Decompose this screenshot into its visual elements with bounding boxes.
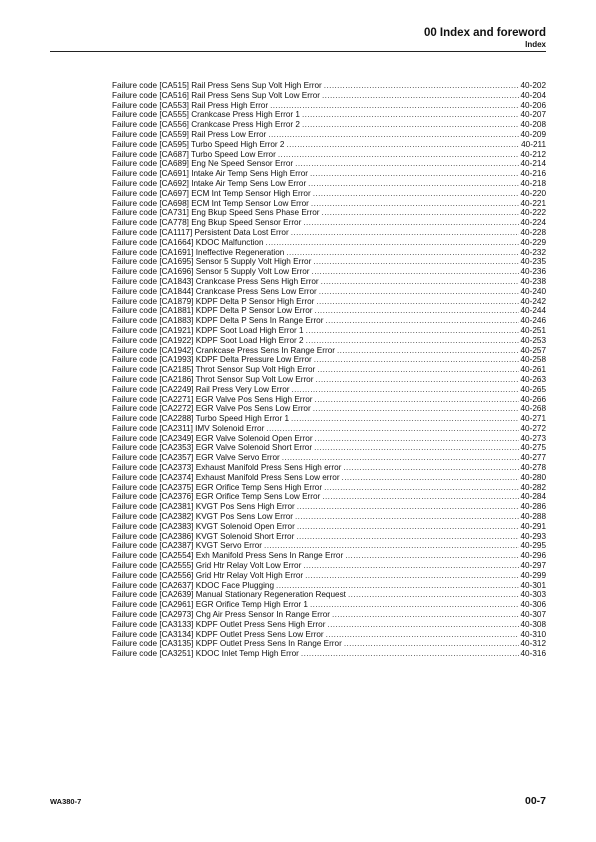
index-entry-page: 40-306	[520, 600, 546, 610]
dot-leader	[310, 169, 519, 179]
index-entry-label: Failure code [CA2353] EGR Valve Solenoid Short Error	[112, 443, 313, 453]
dot-leader	[306, 336, 519, 346]
dot-leader	[324, 483, 518, 493]
dot-leader	[303, 218, 518, 228]
index-entry-page: 40-316	[520, 649, 546, 659]
index-entry[interactable]	[112, 404, 546, 414]
index-entry-page: 40-224	[520, 218, 546, 228]
index-entry[interactable]	[112, 561, 546, 571]
index-entry[interactable]	[112, 199, 546, 209]
dot-leader	[313, 257, 518, 267]
index-entry[interactable]	[112, 541, 546, 551]
index-entry-page: 40-228	[520, 227, 546, 237]
index-entry-label: Failure code [CA689] Eng Ne Speed Sensor Error	[112, 159, 294, 169]
dot-leader	[291, 414, 518, 424]
index-entry[interactable]	[112, 639, 546, 649]
index-entry[interactable]	[112, 101, 546, 111]
index-entry-label: Failure code [CA2357] EGR Valve Servo Error	[112, 453, 280, 463]
dot-leader	[315, 395, 519, 405]
dot-leader	[286, 248, 518, 258]
dot-leader	[264, 541, 518, 551]
index-entry-label: Failure code [CA731] Eng Bkup Speed Sens Phase Error	[112, 208, 320, 218]
index-entry[interactable]	[112, 571, 546, 581]
dot-leader	[314, 443, 518, 453]
index-entry-page: 40-273	[520, 433, 546, 443]
index-entry-page: 40-204	[520, 90, 546, 100]
index-entry-label: Failure code [CA2381] KVGT Pos Sens High Error	[112, 502, 295, 512]
index-entry-label: Failure code [CA1664] KDOC Malfunction	[112, 237, 264, 247]
index-entry-label: Failure code [CA556] Crankcase Press High Error 2	[112, 120, 300, 130]
index-entry-page: 40-220	[520, 188, 546, 198]
index-entry[interactable]	[112, 179, 546, 189]
index-entry-label: Failure code [CA2249] Rail Press Very Low Error	[112, 384, 290, 394]
index-entry-page: 40-207	[520, 110, 546, 120]
index-entry-page: 40-296	[520, 551, 546, 561]
dot-leader	[303, 561, 518, 571]
index-entry-page: 40-244	[520, 306, 546, 316]
index-entry-label: Failure code [CA2311] IMV Solenoid Error	[112, 423, 265, 433]
footer-model: WA380-7	[50, 797, 82, 806]
index-entry-page: 40-202	[520, 81, 546, 90]
dot-leader	[302, 110, 519, 120]
index-entry-page: 40-266	[520, 394, 546, 404]
index-entry-page: 40-253	[520, 335, 546, 345]
index-entry[interactable]	[112, 434, 546, 444]
index-entry[interactable]	[112, 248, 546, 258]
index-entry[interactable]	[112, 473, 546, 483]
index-entry-page: 40-236	[520, 267, 546, 277]
index-entry-page: 40-277	[520, 453, 546, 463]
index-entry-label: Failure code [CA1922] KDPF Soot Load High Error 2	[112, 335, 304, 345]
index-entry-label: Failure code [CA691] Intake Air Temp Sens High Error	[112, 169, 308, 179]
index-entry[interactable]	[112, 581, 546, 591]
dot-leader	[312, 267, 519, 277]
index-entry[interactable]	[112, 277, 546, 287]
index-entry[interactable]	[112, 81, 546, 91]
index-entry[interactable]	[112, 110, 546, 120]
dot-leader	[268, 130, 518, 140]
index-entry-label: Failure code [CA2554] Exh Manifold Press Sens In Range Error	[112, 551, 344, 561]
dot-leader	[327, 620, 518, 630]
index-entry[interactable]	[112, 208, 546, 218]
index-entry-label: Failure code [CA1942] Crankcase Press Sens In Range Error	[112, 345, 335, 355]
index-entry-page: 40-242	[520, 296, 546, 306]
index-entry[interactable]	[112, 346, 546, 356]
index-entry-page: 40-212	[520, 149, 546, 159]
index-entry[interactable]	[112, 365, 546, 375]
index-entry-page: 40-288	[520, 512, 546, 522]
index-entry[interactable]	[112, 218, 546, 228]
dot-leader	[306, 326, 519, 336]
index-entry-label: Failure code [CA2374] Exhaust Manifold Press Sens Low error	[112, 472, 340, 482]
index-entry[interactable]	[112, 140, 546, 150]
index-entry-label: Failure code [CA595] Turbo Speed High Error 2	[112, 139, 285, 149]
index-entry-label: Failure code [CA1696] Sensor 5 Supply Volt Low Error	[112, 267, 310, 277]
dot-leader	[311, 199, 519, 209]
index-entry-page: 40-265	[520, 384, 546, 394]
index-entry-label: Failure code [CA2186] Throt Sensor Sup Volt Low Error	[112, 374, 314, 384]
index-entry-label: Failure code [CA1883] KDPF Delta P Sens In Range Error	[112, 316, 324, 326]
dot-leader	[308, 179, 518, 189]
index-entry[interactable]	[112, 385, 546, 395]
index-entry-label: Failure code [CA1691] Ineffective Regeneration	[112, 247, 285, 257]
index-entry-label: Failure code [CA2973] Chg Air Press Sensor In Range Error	[112, 610, 330, 620]
index-entry-page: 40-246	[520, 316, 546, 326]
index-entry[interactable]	[112, 424, 546, 434]
index-entry-label: Failure code [CA1843] Crankcase Press Sens High Error	[112, 276, 319, 286]
index-entry[interactable]	[112, 512, 546, 522]
index-entry-label: Failure code [CA555] Crankcase Press High Error 1	[112, 110, 300, 120]
index-entry[interactable]	[112, 502, 546, 512]
index-entry-page: 40-211	[521, 139, 546, 149]
dot-leader	[345, 551, 518, 561]
index-entry-page: 40-218	[520, 178, 546, 188]
index-entry-page: 40-310	[520, 629, 546, 639]
index-entry-label: Failure code [CA698] ECM Int Temp Sensor Low Error	[112, 198, 309, 208]
index-entry-label: Failure code [CA692] Intake Air Temp Sens Low Error	[112, 178, 307, 188]
index-entry-label: Failure code [CA3133] KDPF Outlet Press Sens High Error	[112, 619, 326, 629]
index-entry-page: 40-291	[520, 521, 546, 531]
index-entry-page: 40-263	[520, 374, 546, 384]
index-entry-label: Failure code [CA1921] KDPF Soot Load High Error 1	[112, 325, 304, 335]
dot-leader	[321, 277, 519, 287]
index-entry-label: Failure code [CA2373] Exhaust Manifold Press Sens High error	[112, 463, 342, 473]
index-entry-label: Failure code [CA2288] Turbo Speed High Error 1	[112, 414, 290, 424]
dot-leader	[322, 91, 519, 101]
dot-leader	[315, 306, 519, 316]
index-entry[interactable]	[112, 453, 546, 463]
index-entry-label: Failure code [CA2639] Manual Stationary Regeneration Request	[112, 590, 346, 600]
dot-leader	[295, 512, 519, 522]
index-entry[interactable]	[112, 551, 546, 561]
index-entry-page: 40-206	[520, 100, 546, 110]
dot-leader	[332, 610, 519, 620]
index-entry-label: Failure code [CA2349] EGR Valve Solenoid Open Error	[112, 433, 313, 443]
index-entry-label: Failure code [CA2271] EGR Valve Pos Sens High Error	[112, 394, 313, 404]
dot-leader	[322, 492, 518, 502]
index-entry-page: 40-308	[520, 619, 546, 629]
index-entry-label: Failure code [CA2376] EGR Orifice Temp Sens Low Error	[112, 492, 321, 502]
dot-leader	[296, 532, 518, 542]
index-entry[interactable]	[112, 620, 546, 630]
dot-leader	[313, 404, 519, 414]
index-entry-label: Failure code [CA2272] EGR Valve Pos Sens Low Error	[112, 404, 311, 414]
index-entry[interactable]	[112, 150, 546, 160]
dot-leader	[287, 140, 520, 150]
dot-leader	[326, 630, 519, 640]
index-entry-page: 40-268	[520, 404, 546, 414]
index-entry-label: Failure code [CA2637] KDOC Face Plugging	[112, 580, 275, 590]
dot-leader	[348, 590, 519, 600]
index-entry-page: 40-301	[520, 580, 546, 590]
index-entry-label: Failure code [CA553] Rail Press High Error	[112, 100, 269, 110]
index-entry-label: Failure code [CA559] Rail Press Low Error	[112, 129, 267, 139]
index-entry-page: 40-271	[520, 414, 546, 424]
index-entry[interactable]	[112, 649, 546, 659]
index-entry[interactable]	[112, 159, 546, 169]
page-header	[424, 26, 546, 50]
index-entry-label: Failure code [CA2556] Grid Htr Relay Volt High Error	[112, 570, 304, 580]
index-entry-label: Failure code [CA2386] KVGT Solenoid Short Error	[112, 531, 295, 541]
index-entry-page: 40-275	[520, 443, 546, 453]
index-entry-page: 40-208	[520, 120, 546, 130]
index-entry-page: 40-216	[520, 169, 546, 179]
index-entry-page: 40-235	[520, 257, 546, 267]
dot-leader	[324, 81, 519, 91]
dot-leader	[297, 502, 519, 512]
dot-leader	[291, 228, 519, 238]
index-entry-label: Failure code [CA3135] KDPF Outlet Press Sens In Range Error	[112, 639, 342, 649]
index-entry-page: 40-229	[520, 237, 546, 247]
dot-leader	[343, 463, 518, 473]
dot-leader	[344, 639, 519, 649]
index-entry[interactable]	[112, 238, 546, 248]
index-entry[interactable]	[112, 610, 546, 620]
index-entry-label: Failure code [CA1879] KDPF Delta P Sensor High Error	[112, 296, 315, 306]
dot-leader	[315, 434, 519, 444]
dot-leader	[266, 424, 518, 434]
index-entry-page: 40-209	[520, 129, 546, 139]
dot-leader	[337, 346, 519, 356]
dot-leader	[276, 581, 518, 591]
index-entry-label: Failure code [CA1881] KDPF Delta P Sensor Low Error	[112, 306, 313, 316]
index-entry-page: 40-307	[520, 610, 546, 620]
index-entry[interactable]	[112, 355, 546, 365]
index-entry-label: Failure code [CA1993] KDPF Delta Pressure Low Error	[112, 355, 312, 365]
index-list	[112, 81, 546, 659]
index-entry[interactable]	[112, 169, 546, 179]
index-entry[interactable]	[112, 590, 546, 600]
dot-leader	[278, 150, 519, 160]
dot-leader	[291, 385, 518, 395]
dot-leader	[316, 297, 518, 307]
dot-leader	[301, 649, 519, 659]
dot-leader	[325, 316, 518, 326]
section-subtitle: Index	[525, 40, 546, 49]
index-entry-page: 40-258	[520, 355, 546, 365]
index-entry[interactable]	[112, 130, 546, 140]
index-entry[interactable]	[112, 120, 546, 130]
index-entry-page: 40-293	[520, 531, 546, 541]
index-entry-label: Failure code [CA2382] KVGT Pos Sens Low Error	[112, 512, 293, 522]
index-entry-page: 40-278	[520, 463, 546, 473]
index-entry-label: Failure code [CA515] Rail Press Sens Sup Volt High Error	[112, 81, 322, 90]
index-entry-page: 40-282	[520, 482, 546, 492]
index-entry[interactable]	[112, 483, 546, 493]
index-entry-label: Failure code [CA687] Turbo Speed Low Error	[112, 149, 276, 159]
dot-leader	[317, 365, 518, 375]
index-entry[interactable]	[112, 463, 546, 473]
index-entry[interactable]	[112, 306, 546, 316]
index-entry-page: 40-299	[520, 570, 546, 580]
index-entry[interactable]	[112, 336, 546, 346]
index-entry-label: Failure code [CA697] ECM Int Temp Sensor High Error	[112, 188, 311, 198]
index-entry-page: 40-214	[520, 159, 546, 169]
index-entry[interactable]	[112, 443, 546, 453]
dot-leader	[297, 522, 519, 532]
index-entry-page: 40-312	[520, 639, 546, 649]
index-entry-label: Failure code [CA3251] KDOC Inlet Temp High Error	[112, 649, 299, 659]
index-entry[interactable]	[112, 492, 546, 502]
index-entry-page: 40-222	[520, 208, 546, 218]
dot-leader	[314, 355, 519, 365]
dot-leader	[302, 120, 519, 130]
index-entry[interactable]	[112, 316, 546, 326]
index-entry[interactable]	[112, 522, 546, 532]
dot-leader	[282, 453, 519, 463]
index-entry[interactable]	[112, 326, 546, 336]
index-entry[interactable]	[112, 600, 546, 610]
index-entry-label: Failure code [CA2383] KVGT Solenoid Open Error	[112, 521, 295, 531]
index-entry-label: Failure code [CA1844] Crankcase Press Sens Low Error	[112, 286, 317, 296]
index-entry-label: Failure code [CA2375] EGR Orifice Temp Sens High Error	[112, 482, 323, 492]
header-divider	[50, 51, 546, 52]
index-entry-page: 40-286	[520, 502, 546, 512]
index-entry-label: Failure code [CA2961] EGR Orifice Temp High Error 1	[112, 600, 308, 610]
index-entry-page: 40-272	[520, 423, 546, 433]
index-entry-page: 40-261	[520, 365, 546, 375]
index-entry-page: 40-238	[520, 276, 546, 286]
index-entry[interactable]	[112, 287, 546, 297]
index-entry-page: 40-297	[520, 561, 546, 571]
index-entry-page: 40-284	[520, 492, 546, 502]
index-entry-page: 40-295	[520, 541, 546, 551]
dot-leader	[342, 473, 519, 483]
index-entry-page: 40-280	[520, 472, 546, 482]
index-entry-label: Failure code [CA778] Eng Bkup Speed Sensor Error	[112, 218, 302, 228]
index-entry[interactable]	[112, 91, 546, 101]
index-entry-page: 40-251	[520, 325, 546, 335]
index-entry-label: Failure code [CA2387] KVGT Servo Error	[112, 541, 263, 551]
index-entry[interactable]	[112, 532, 546, 542]
footer-page-number: 00-7	[524, 795, 546, 807]
index-entry[interactable]	[112, 630, 546, 640]
index-entry-label: Failure code [CA1695] Sensor 5 Supply Volt High Error	[112, 257, 312, 267]
dot-leader	[305, 571, 518, 581]
index-entry[interactable]	[112, 414, 546, 424]
dot-leader	[295, 159, 518, 169]
dot-leader	[266, 238, 519, 248]
dot-leader	[313, 189, 519, 199]
index-entry[interactable]	[112, 267, 546, 277]
index-entry[interactable]	[112, 228, 546, 238]
index-entry-page: 40-240	[520, 286, 546, 296]
index-entry-label: Failure code [CA2555] Grid Htr Relay Volt Low Error	[112, 561, 302, 571]
index-entry-label: Failure code [CA3134] KDPF Outlet Press Sens Low Error	[112, 629, 324, 639]
dot-leader	[310, 600, 519, 610]
index-entry-page: 40-232	[520, 247, 546, 257]
dot-leader	[270, 101, 518, 111]
index-entry-label: Failure code [CA1117] Persistent Data Lost Error	[112, 227, 289, 237]
dot-leader	[322, 208, 519, 218]
index-entry-page: 40-257	[520, 345, 546, 355]
index-entry-page: 40-303	[520, 590, 546, 600]
index-entry-page: 40-221	[520, 198, 546, 208]
index-entry-label: Failure code [CA516] Rail Press Sens Sup Volt Low Error	[112, 90, 320, 100]
index-entry[interactable]	[112, 375, 546, 385]
dot-leader	[315, 375, 518, 385]
index-entry[interactable]	[112, 395, 546, 405]
index-entry[interactable]	[112, 257, 546, 267]
index-entry-label: Failure code [CA2185] Throt Sensor Sup Volt High Error	[112, 365, 316, 375]
section-title: 00 Index and foreword	[423, 27, 546, 39]
index-entry[interactable]	[112, 297, 546, 307]
index-entry[interactable]	[112, 189, 546, 199]
dot-leader	[319, 287, 519, 297]
